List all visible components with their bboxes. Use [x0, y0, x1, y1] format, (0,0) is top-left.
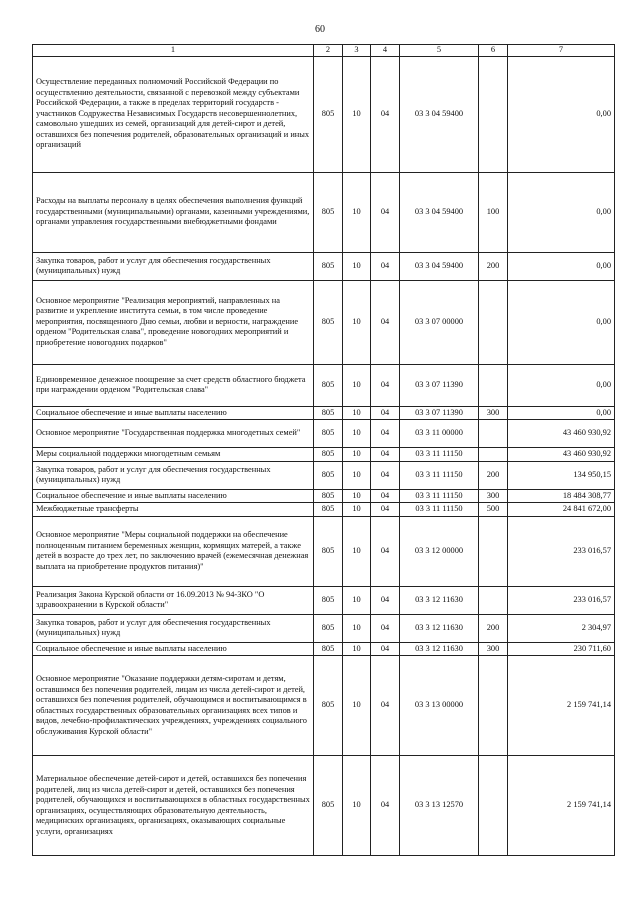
row-section: 10 — [343, 614, 371, 642]
row-amount: 233 016,57 — [508, 586, 615, 614]
row-expense-type — [479, 280, 508, 364]
row-name: Социальное обеспечение и иные выплаты населению — [33, 489, 314, 503]
row-section: 10 — [343, 461, 371, 489]
row-ministry: 805 — [314, 756, 343, 856]
row-amount: 2 159 741,14 — [508, 756, 615, 856]
table-row — [33, 516, 615, 586]
row-ministry: 805 — [314, 489, 343, 503]
table-row — [33, 406, 615, 420]
row-amount: 43 460 930,92 — [508, 448, 615, 462]
row-subsection: 04 — [371, 364, 400, 406]
row-name: Межбюджетные трансферты — [33, 503, 314, 517]
row-expense-type — [479, 516, 508, 586]
row-target-article: 03 3 13 12570 — [400, 756, 479, 856]
header-col-5: 5 — [400, 45, 479, 57]
row-name: Закупка товаров, работ и услуг для обеспечения государственных (муниципальных) нужд — [33, 461, 314, 489]
row-expense-type: 300 — [479, 406, 508, 420]
row-section: 10 — [343, 516, 371, 586]
row-ministry: 805 — [314, 461, 343, 489]
row-name: Социальное обеспечение и иные выплаты населению — [33, 642, 314, 656]
row-subsection: 04 — [371, 172, 400, 252]
row-expense-type — [479, 656, 508, 756]
row-ministry: 805 — [314, 280, 343, 364]
row-target-article: 03 3 12 11630 — [400, 586, 479, 614]
row-expense-type: 300 — [479, 642, 508, 656]
row-section: 10 — [343, 406, 371, 420]
row-section: 10 — [343, 586, 371, 614]
row-target-article: 03 3 12 11630 — [400, 642, 479, 656]
row-subsection: 04 — [371, 448, 400, 462]
row-amount: 18 484 308,77 — [508, 489, 615, 503]
row-ministry: 805 — [314, 448, 343, 462]
row-expense-type: 200 — [479, 461, 508, 489]
table-row — [33, 448, 615, 462]
row-ministry: 805 — [314, 172, 343, 252]
row-section: 10 — [343, 252, 371, 280]
row-target-article: 03 3 11 00000 — [400, 420, 479, 448]
row-target-article: 03 3 11 11150 — [400, 448, 479, 462]
page-number: 60 — [315, 24, 325, 35]
row-target-article: 03 3 07 11390 — [400, 406, 479, 420]
row-expense-type — [479, 420, 508, 448]
row-ministry: 805 — [314, 420, 343, 448]
header-col-6: 6 — [479, 45, 508, 57]
table-row — [33, 503, 615, 517]
row-ministry: 805 — [314, 656, 343, 756]
row-amount: 134 950,15 — [508, 461, 615, 489]
row-name: Материальное обеспечение детей-сирот и детей, оставшихся без попечения родителей, лиц из числа детей-сирот и детей, оставшихся без попечения родителей, обучающихся и воспитывающихся в областных государственных организациях, осуществляющих образовательную деятельность, медицинских организациях, организациях, оказывающих социальные услуги, организациях — [33, 756, 314, 856]
row-expense-type — [479, 756, 508, 856]
row-target-article: 03 3 13 00000 — [400, 656, 479, 756]
row-amount: 2 304,97 — [508, 614, 615, 642]
row-section: 10 — [343, 448, 371, 462]
header-col-4: 4 — [371, 45, 400, 57]
row-expense-type — [479, 586, 508, 614]
row-subsection: 04 — [371, 406, 400, 420]
row-expense-type — [479, 448, 508, 462]
row-target-article: 03 3 04 59400 — [400, 172, 479, 252]
row-expense-type: 200 — [479, 614, 508, 642]
row-target-article: 03 3 11 11150 — [400, 489, 479, 503]
row-name: Реализация Закона Курской области от 16.09.2013 № 94-ЗКО "О здравоохранении в Курской области" — [33, 586, 314, 614]
row-subsection: 04 — [371, 461, 400, 489]
row-amount: 0,00 — [508, 172, 615, 252]
row-amount: 0,00 — [508, 252, 615, 280]
row-section: 10 — [343, 280, 371, 364]
table-row — [33, 364, 615, 406]
table-row — [33, 280, 615, 364]
row-section: 10 — [343, 756, 371, 856]
row-amount: 24 841 672,00 — [508, 503, 615, 517]
row-subsection: 04 — [371, 756, 400, 856]
row-ministry: 805 — [314, 614, 343, 642]
table-row — [33, 252, 615, 280]
header-col-2: 2 — [314, 45, 343, 57]
header-col-3: 3 — [343, 45, 371, 57]
row-expense-type: 200 — [479, 252, 508, 280]
row-target-article: 03 3 04 59400 — [400, 56, 479, 172]
row-name: Осуществление переданных полномочий Российской Федерации по осуществлению деятельности, связанной с перевозкой между субъектами Российской Федерации, а также в пределах территорий государств - участников Содружества Независимых Государств несовершеннолетних, самовольно ушедших из семей, организаций для детей-сирот и детей, оставшихся без попечения родителей, образовательных организаций и иных организаций — [33, 56, 314, 172]
row-target-article: 03 3 12 11630 — [400, 614, 479, 642]
row-amount: 0,00 — [508, 280, 615, 364]
row-target-article: 03 3 04 59400 — [400, 252, 479, 280]
row-name: Расходы на выплаты персоналу в целях обеспечения выполнения функций государственными (муниципальными) органами, казенными учреждениями, органами управления государственными внебюджетными фондами — [33, 172, 314, 252]
table-row — [33, 656, 615, 756]
row-ministry: 805 — [314, 642, 343, 656]
row-target-article: 03 3 12 00000 — [400, 516, 479, 586]
header-col-1: 1 — [33, 45, 314, 57]
row-target-article: 03 3 07 00000 — [400, 280, 479, 364]
row-amount: 43 460 930,92 — [508, 420, 615, 448]
row-expense-type: 300 — [479, 489, 508, 503]
table-row — [33, 642, 615, 656]
table-row — [33, 756, 615, 856]
table-row — [33, 172, 615, 252]
row-amount: 233 016,57 — [508, 516, 615, 586]
row-subsection: 04 — [371, 503, 400, 517]
row-section: 10 — [343, 172, 371, 252]
row-name: Закупка товаров, работ и услуг для обеспечения государственных (муниципальных) нужд — [33, 614, 314, 642]
row-ministry: 805 — [314, 406, 343, 420]
row-name: Основное мероприятие "Оказание поддержки детям-сиротам и детям, оставшимся без попечения родителей, лицам из числа детей-сирот и детей, оставшихся без попечения родителей, обучающимся и воспитывающимся в областных государственных образовательных организациях всех типов и видов, лечебно-профилактических учреждениях, учреждениях социального обслуживания Курской области" — [33, 656, 314, 756]
row-section: 10 — [343, 503, 371, 517]
row-amount: 0,00 — [508, 406, 615, 420]
row-subsection: 04 — [371, 586, 400, 614]
row-subsection: 04 — [371, 656, 400, 756]
row-section: 10 — [343, 56, 371, 172]
row-expense-type — [479, 364, 508, 406]
row-name: Основное мероприятие "Реализация мероприятий, направленных на развитие и укрепление института семьи, в том числе проведение мероприятия, посвященного Дню семьи, любви и верности, награждение орденом "Родительская слава", проведение новогодних мероприятий и приобретение новогодних подарков" — [33, 280, 314, 364]
table-row — [33, 420, 615, 448]
row-name: Закупка товаров, работ и услуг для обеспечения государственных (муниципальных) нужд — [33, 252, 314, 280]
row-section: 10 — [343, 656, 371, 756]
row-subsection: 04 — [371, 280, 400, 364]
row-ministry: 805 — [314, 516, 343, 586]
row-section: 10 — [343, 642, 371, 656]
table-row — [33, 489, 615, 503]
row-subsection: 04 — [371, 642, 400, 656]
table-row — [33, 56, 615, 172]
row-expense-type — [479, 56, 508, 172]
row-amount: 0,00 — [508, 56, 615, 172]
row-subsection: 04 — [371, 56, 400, 172]
table-row — [33, 614, 615, 642]
row-amount: 2 159 741,14 — [508, 656, 615, 756]
row-name: Меры социальной поддержки многодетным семьям — [33, 448, 314, 462]
table-header-row — [33, 45, 615, 57]
row-ministry: 805 — [314, 252, 343, 280]
row-section: 10 — [343, 489, 371, 503]
row-ministry: 805 — [314, 586, 343, 614]
row-subsection: 04 — [371, 252, 400, 280]
row-target-article: 03 3 07 11390 — [400, 364, 479, 406]
row-subsection: 04 — [371, 614, 400, 642]
budget-table — [32, 44, 615, 856]
row-expense-type: 100 — [479, 172, 508, 252]
row-name: Единовременное денежное поощрение за счет средств областного бюджета при награждении орденом "Родительская слава" — [33, 364, 314, 406]
table-row — [33, 586, 615, 614]
row-name: Основное мероприятие "Меры социальной поддержки на обеспечение полноценным питанием беременных женщин, кормящих матерей, а также детей в возрасте до трех лет, по заключению врачей (ежемесячная денежная выплата на приобретение продуктов питания)" — [33, 516, 314, 586]
row-ministry: 805 — [314, 56, 343, 172]
row-target-article: 03 3 11 11150 — [400, 461, 479, 489]
table-row — [33, 461, 615, 489]
header-col-7: 7 — [508, 45, 615, 57]
row-name: Социальное обеспечение и иные выплаты населению — [33, 406, 314, 420]
row-name: Основное мероприятие "Государственная поддержка многодетных семей" — [33, 420, 314, 448]
row-ministry: 805 — [314, 503, 343, 517]
row-amount: 230 711,60 — [508, 642, 615, 656]
row-section: 10 — [343, 364, 371, 406]
row-target-article: 03 3 11 11150 — [400, 503, 479, 517]
row-expense-type: 500 — [479, 503, 508, 517]
row-section: 10 — [343, 420, 371, 448]
row-amount: 0,00 — [508, 364, 615, 406]
row-ministry: 805 — [314, 364, 343, 406]
row-subsection: 04 — [371, 489, 400, 503]
row-subsection: 04 — [371, 516, 400, 586]
row-subsection: 04 — [371, 420, 400, 448]
